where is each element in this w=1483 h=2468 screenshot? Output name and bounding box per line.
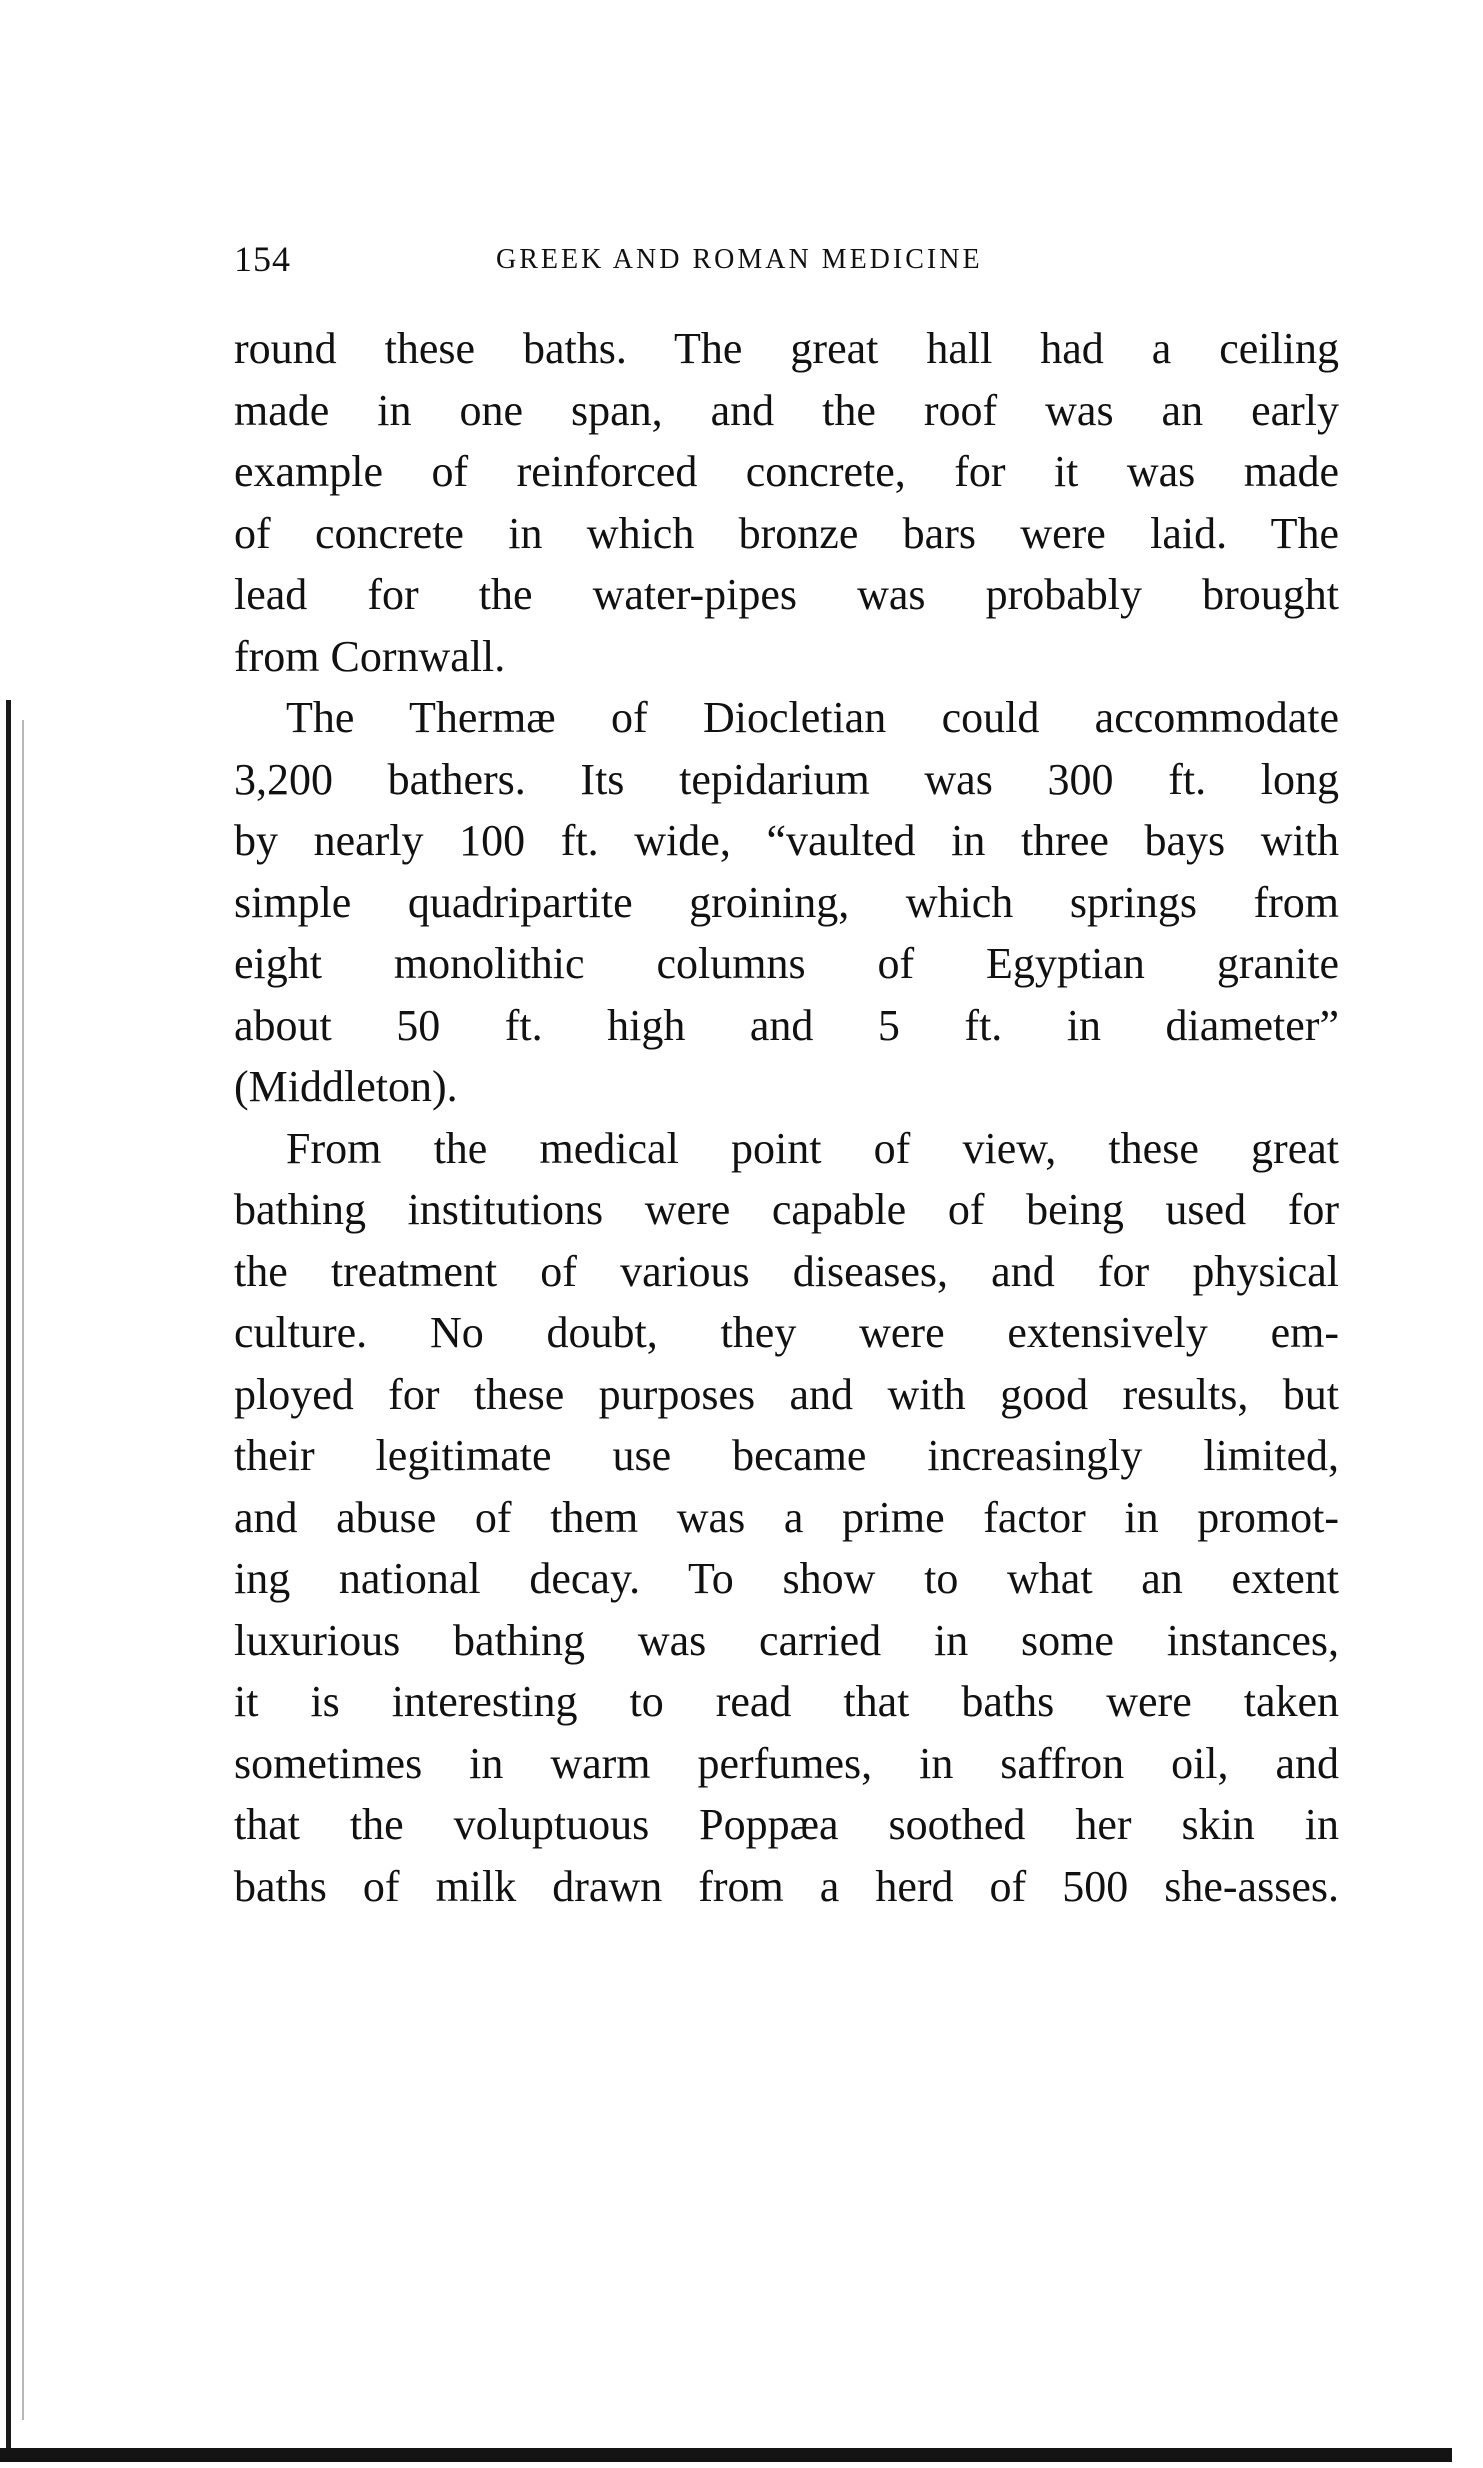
running-head: GREEK AND ROMAN MEDICINE	[496, 244, 983, 275]
text-line: by nearly 100 ft. wide, “vaulted in three bays with	[234, 816, 1339, 865]
text-line: From the medical point of view, these great	[286, 1123, 1339, 1173]
text-line: ing national decay. To show to what an extent	[234, 1554, 1339, 1603]
binding-edge-line	[22, 720, 24, 2420]
paragraph-3	[234, 1118, 1339, 1918]
text-line: about 50 ft. high and 5 ft. in diameter”	[234, 1000, 1339, 1050]
text-line: their legitimate use became increasingly limited,	[234, 1431, 1339, 1480]
body-text	[234, 318, 1339, 1917]
text-line: The Thermæ of Diocletian could accommodate	[286, 693, 1339, 742]
text-line: round these baths. The great hall had a ceiling	[234, 324, 1339, 373]
text-line: bathing institutions were capable of being used for	[234, 1185, 1339, 1234]
text-line: ployed for these purposes and with good results, but	[234, 1369, 1339, 1419]
text-line: the treatment of various diseases, and for physical	[234, 1246, 1339, 1296]
text-line: culture. No doubt, they were extensively em-	[234, 1308, 1339, 1357]
paragraph-1	[234, 318, 1339, 687]
text-line: that the voluptuous Poppæa soothed her skin in	[234, 1800, 1339, 1849]
binding-edge-shadow	[6, 700, 11, 2460]
text-line: lead for the water-pipes was probably brought	[234, 570, 1339, 619]
text-line: simple quadripartite groining, which springs from	[234, 877, 1339, 927]
text-line: (Middleton).	[234, 1062, 458, 1111]
text-line: 3,200 bathers. Its tepidarium was 300 ft. long	[234, 754, 1339, 804]
text-line: luxurious bathing was carried in some instances,	[234, 1615, 1339, 1665]
text-line: eight monolithic columns of Egyptian granite	[234, 939, 1339, 988]
text-line: from Cornwall.	[234, 631, 506, 681]
page-bottom-edge	[0, 2448, 1452, 2462]
text-line: it is interesting to read that baths were taken	[234, 1677, 1339, 1726]
text-line: sometimes in warm perfumes, in saffron oil, and	[234, 1738, 1339, 1788]
text-line: of concrete in which bronze bars were laid. The	[234, 508, 1339, 558]
page-number: 154	[234, 239, 291, 279]
paragraph-2	[234, 687, 1339, 1118]
text-line: baths of milk drawn from a herd of 500 she-asses.	[234, 1861, 1339, 1911]
text-line: made in one span, and the roof was an early	[234, 385, 1339, 435]
text-line: and abuse of them was a prime factor in promot-	[234, 1492, 1339, 1542]
text-line: example of reinforced concrete, for it was made	[234, 447, 1339, 496]
page-header	[234, 238, 1334, 288]
